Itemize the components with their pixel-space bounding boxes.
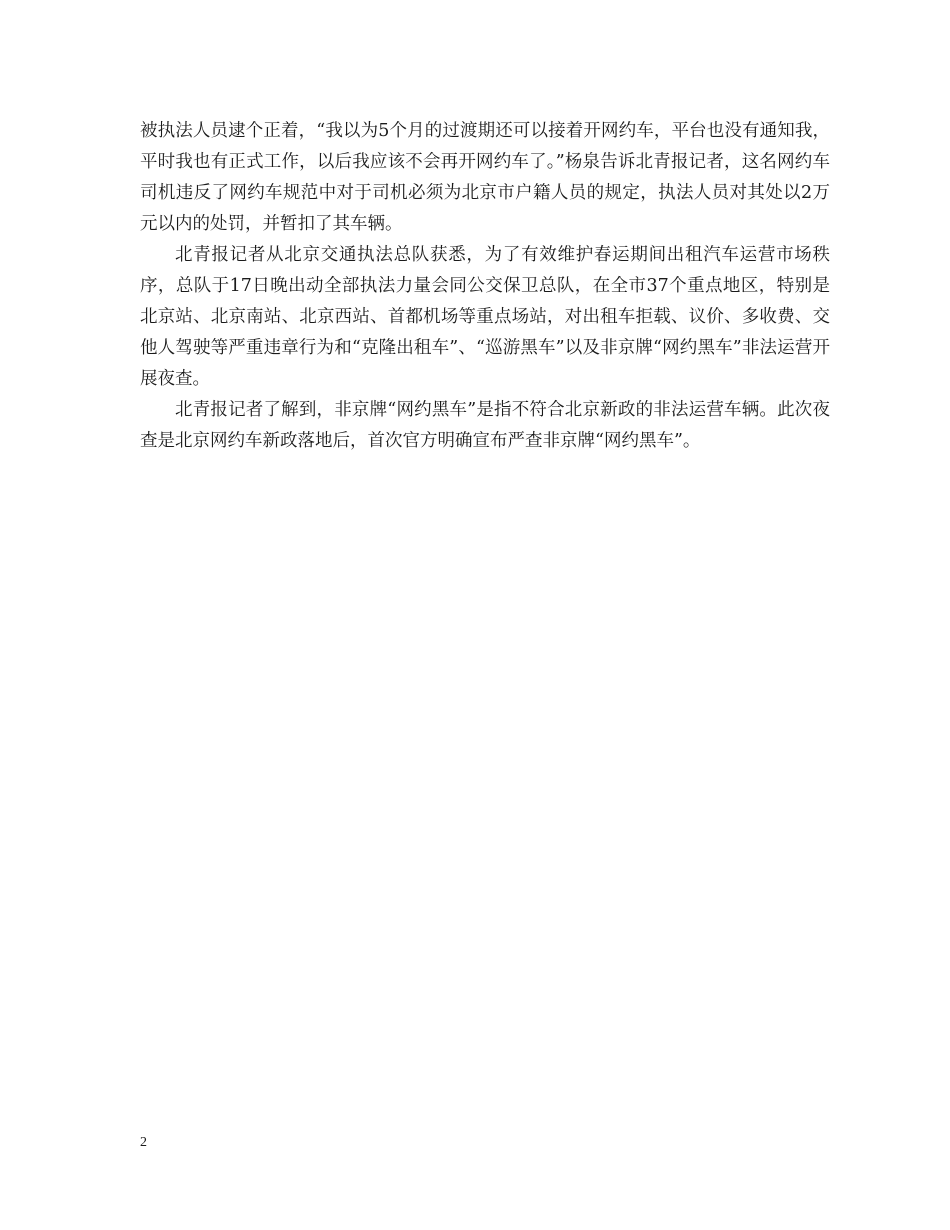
paragraph-3: 北青报记者了解到，非京牌“网约黑车”是指不符合北京新政的非法运营车辆。此次夜查是北京网约车新政落地后，首次官方明确宣布严查非京牌“网约黑车”。 xyxy=(140,400,830,451)
article-body xyxy=(140,116,830,457)
paragraph-2: 北青报记者从北京交通执法总队获悉，为了有效维护春运期间出租汽车运营市场秩序，总队于17日晚出动全部执法力量会同公交保卫总队，在全市37个重点地区，特别是北京站、北京南站、北京西站、首都机场等重点场站，对出租车拒载、议价、多收费、交他人驾驶等严重违章行为和“克隆出租车”、“巡游黑车”以及非京牌“网约黑车”非法运营开展夜查。 xyxy=(140,245,830,389)
paragraph-1: 被执法人员逮个正着，“我以为5个月的过渡期还可以接着开网约车，平台也没有通知我，平时我也有正式工作，以后我应该不会再开网约车了。”杨泉告诉北青报记者，这名网约车司机违反了网约车规范中对于司机必须为北京市户籍人员的规定，执法人员对其处以2万元以内的处罚，并暂扣了其车辆。 xyxy=(140,121,830,234)
page-number: 2 xyxy=(140,1135,147,1150)
